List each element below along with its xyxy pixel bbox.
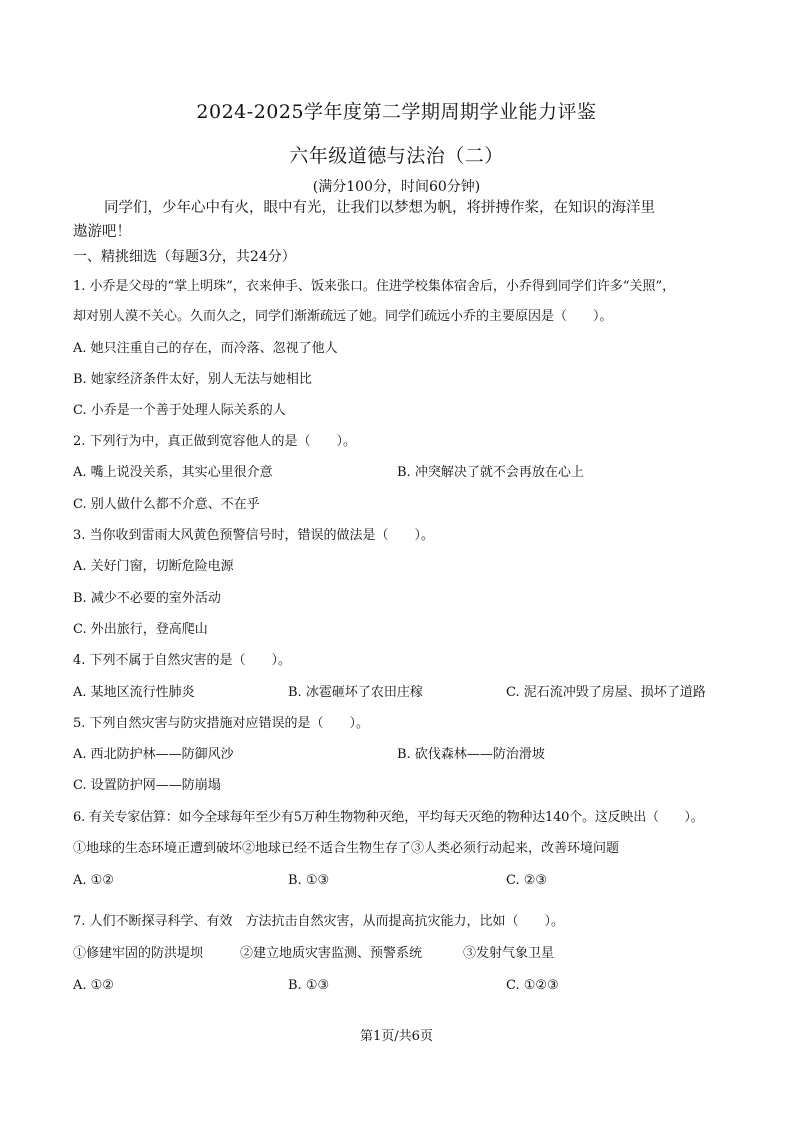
question-3-option-c: C. 外出旅行，登高爬山: [73, 622, 208, 637]
question-1-option-a: A. 她只注重自己的存在，而冷落、忽视了他人: [73, 341, 338, 356]
intro-text-line1: 同学们，少年心中有火，眼中有光，让我们以梦想为帆，将拼搏作桨，在知识的海洋里: [104, 200, 655, 216]
exam-subject-title: 六年级道德与法治（二）: [289, 145, 504, 167]
question-6-items: ①地球的生态环境正遭到破坏②地球已经不适合生物生存了③人类必须行动起来，改善环境问题: [73, 841, 620, 856]
question-2-stem: 2. 下列行为中，真正做到宽容他人的是（ ）。: [73, 434, 357, 449]
question-2-option-c: C. 别人做什么都不介意、不在乎: [73, 497, 260, 512]
question-1-stem-line2: 却对别人漠不关心。久而久之，同学们渐渐疏远了她。同学们疏远小乔的主要原因是（ ）。: [73, 309, 613, 324]
question-3-option-a: A. 关好门窗，切断危险电源: [73, 559, 234, 574]
question-5-stem: 5. 下列自然灾害与防灾措施对应错误的是（ ）。: [73, 716, 370, 731]
question-7-option-b: B. ①③: [288, 978, 330, 993]
question-3-option-b: B. 减少不必要的室外活动: [73, 591, 221, 606]
question-7-item-3: ③发射气象卫星: [463, 946, 555, 961]
question-4-option-a: A. 某地区流行性肺炎: [73, 685, 195, 700]
question-2-option-b: B. 冲突解决了就不会再放在心上: [397, 465, 584, 480]
question-6-stem: 6. 有关专家估算：如今全球每年至少有5万种生物物种灭绝，平均每天灭绝的物种达140个。这反映出（ ）。: [73, 810, 704, 825]
question-1-stem-line1: 1. 小乔是父母的“掌上明珠”，衣来伸手、饭来张口。住进学校集体宿舍后，小乔得到同学们许多“关照”，: [73, 279, 676, 294]
section-title: 一、精挑细选（每题3分，共24分）: [73, 249, 296, 265]
question-7-stem: 7. 人们不断探寻科学、有效 方法抗击自然灾害，从而提高抗灾能力，比如（ ）。: [73, 914, 565, 929]
question-6-option-c: C. ②③: [506, 873, 548, 888]
page-number: 第1页/共6页: [360, 1029, 433, 1044]
question-7-option-c: C. ①②③: [506, 978, 559, 993]
question-1-option-c: C. 小乔是一个善于处理人际关系的人: [73, 403, 286, 418]
question-6-option-a: A. ①②: [73, 873, 114, 888]
question-5-option-b: B. 砍伐森林——防治滑坡: [397, 747, 545, 762]
question-7-item-1: ①修建牢固的防洪堤坝: [73, 946, 204, 961]
question-6-option-b: B. ①③: [288, 873, 330, 888]
exam-score-time: (满分100分，时间60分钟): [312, 179, 481, 195]
question-2-option-a: A. 嘴上说没关系，其实心里很介意: [73, 465, 273, 480]
exam-title: 2024-2025学年度第二学期周期学业能力评鉴: [196, 101, 597, 123]
question-5-option-a: A. 西北防护林——防御风沙: [73, 747, 234, 762]
question-7-option-a: A. ①②: [73, 978, 114, 993]
question-4-option-b: B. 冰雹砸坏了农田庄稼: [288, 685, 423, 700]
question-4-stem: 4. 下列不属于自然灾害的是（ ）。: [73, 653, 292, 668]
question-3-stem: 3. 当你收到雷雨大风黄色预警信号时，错误的做法是（ ）。: [73, 528, 435, 543]
question-5-option-c: C. 设置防护网——防崩塌: [73, 778, 221, 793]
question-7-item-2: ②建立地质灾害监测、预警系统: [240, 946, 423, 961]
question-4-option-c: C. 泥石流冲毁了房屋、损坏了道路: [506, 685, 706, 700]
question-1-option-b: B. 她家经济条件太好，别人无法与她相比: [73, 372, 312, 387]
intro-text-line2: 遨游吧！: [73, 224, 131, 240]
